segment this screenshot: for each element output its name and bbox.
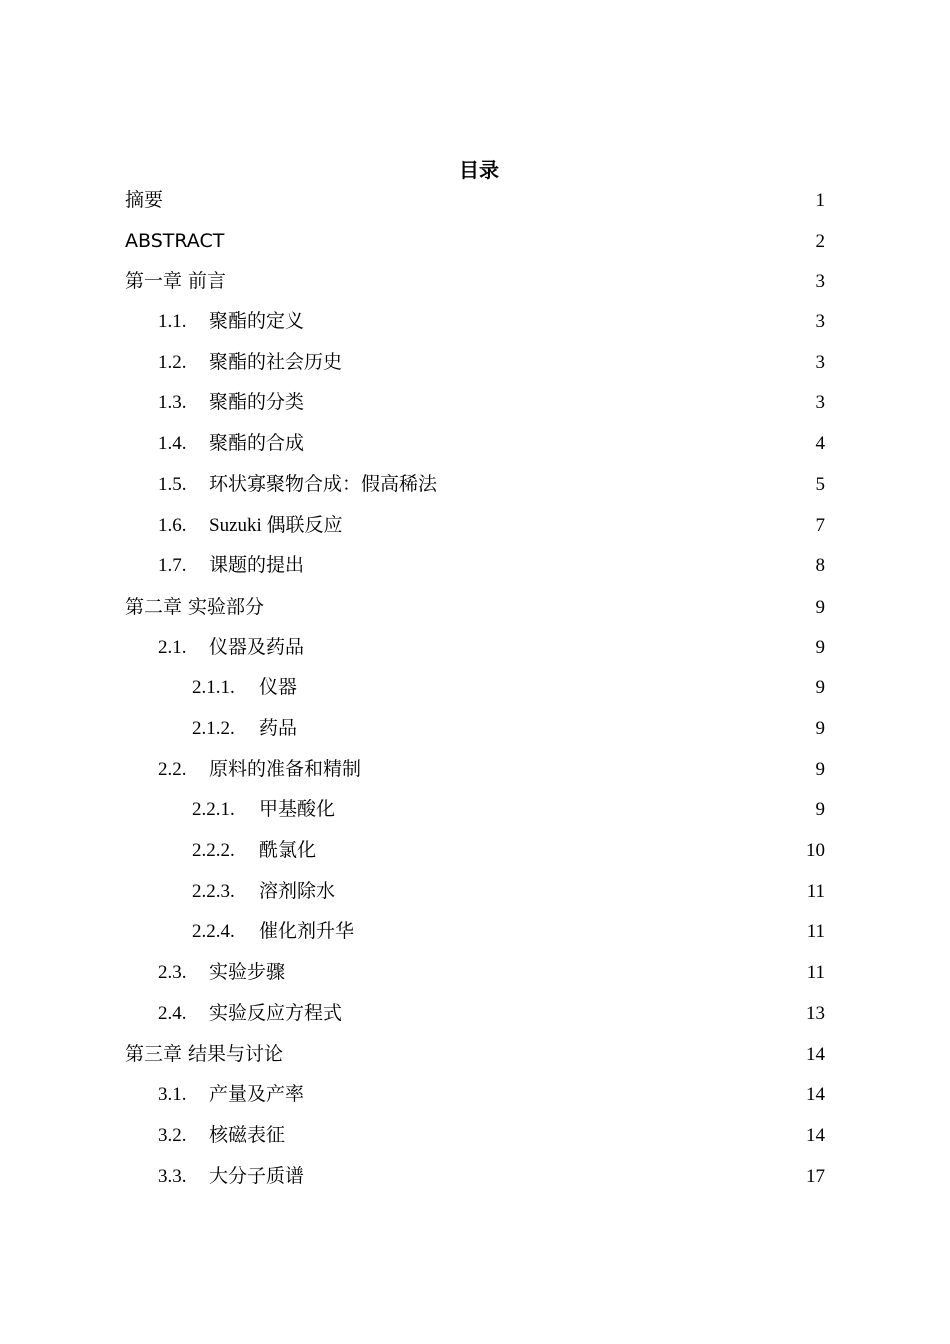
toc-entry-number: 1.4. (158, 433, 187, 455)
toc-entry-page-number: 7 (815, 514, 825, 536)
toc-entry[interactable] (125, 302, 825, 343)
toc-entry-number: 3.1. (158, 1084, 187, 1106)
toc-entry-label: 聚酯的分类 (209, 392, 305, 414)
toc-entry-label: 实验反应方程式 (209, 1002, 343, 1024)
toc-entry-label: 课题的提出 (209, 555, 305, 577)
toc-entry-number: 2.2.2. (192, 840, 235, 861)
toc-entry[interactable] (125, 1157, 825, 1198)
toc-entry-label: 第一章 前言 (125, 270, 227, 293)
toc-entry-number: 1.6. (158, 514, 187, 536)
toc-entry-number: 2.1. (158, 636, 187, 658)
toc-entry-number: 2.2.1. (192, 799, 235, 821)
toc-entry[interactable] (125, 180, 825, 221)
toc-entry-label: Suzuki 偶联反应 (209, 514, 343, 536)
toc-entry-number: 2.1.2. (192, 717, 235, 739)
toc-entry-page-number: 8 (815, 555, 825, 577)
toc-list (125, 180, 825, 1197)
toc-entry-page-number: 1 (815, 190, 825, 211)
toc-entry-page-number: 11 (806, 921, 825, 943)
toc-entry[interactable] (125, 750, 825, 791)
toc-entry-label: 药品 (259, 717, 298, 739)
toc-entry-number: 1.3. (158, 392, 187, 414)
toc-entry-number: 2.2.3. (192, 880, 235, 902)
toc-entry[interactable] (125, 506, 825, 547)
toc-entry-page-number: 11 (806, 962, 825, 984)
toc-entry[interactable] (125, 994, 825, 1035)
toc-entry-number: 2.1.1. (192, 677, 235, 699)
toc-entry-number: 1.1. (158, 311, 187, 333)
toc-entry[interactable] (125, 1034, 825, 1075)
toc-entry-page-number: 11 (806, 880, 825, 902)
toc-entry[interactable] (125, 343, 825, 384)
toc-entry-page-number: 17 (806, 1165, 825, 1187)
toc-entry-number: 3.3. (158, 1165, 187, 1187)
toc-entry[interactable] (125, 709, 825, 750)
toc-entry-label: 仪器 (259, 677, 298, 699)
toc-entry[interactable] (125, 383, 825, 424)
toc-entry[interactable] (125, 546, 825, 587)
toc-entry[interactable] (125, 628, 825, 669)
toc-entry-label: 聚酯的社会历史 (209, 351, 343, 373)
toc-entry-label: 聚酯的定义 (209, 311, 305, 333)
toc-entry-page-number: 3 (815, 271, 825, 293)
toc-entry[interactable] (125, 465, 825, 506)
toc-entry-label: 摘要 (125, 189, 164, 211)
toc-entry-page-number: 13 (806, 1002, 825, 1024)
toc-entry-page-number: 9 (815, 677, 825, 699)
toc-entry[interactable] (125, 1116, 825, 1157)
toc-entry-page-number: 9 (815, 717, 825, 739)
toc-entry-number: 2.3. (158, 962, 187, 984)
toc-entry-page-number: 3 (815, 311, 825, 333)
toc-title: 目录 (459, 158, 499, 182)
toc-entry-label: 第二章 实验部分 (125, 595, 265, 618)
toc-entry[interactable] (125, 587, 825, 628)
toc-entry-label: 环状寡聚物合成：假高稀法 (209, 473, 438, 495)
toc-entry[interactable] (125, 872, 825, 913)
toc-entry-page-number: 9 (815, 636, 825, 658)
toc-entry[interactable] (125, 912, 825, 953)
toc-entry-label: 溶剂除水 (259, 880, 336, 902)
toc-entry[interactable] (125, 424, 825, 465)
toc-entry-number: 2.4. (158, 1002, 187, 1024)
toc-entry-page-number: 9 (815, 799, 825, 821)
toc-entry-page-number: 14 (806, 1084, 825, 1106)
toc-entry-page-number: 5 (815, 473, 825, 495)
toc-entry-label: 产量及产率 (209, 1084, 305, 1106)
toc-entry-label: 酰氯化 (259, 840, 317, 861)
toc-entry-label: 仪器及药品 (209, 636, 305, 658)
toc-entry[interactable] (125, 790, 825, 831)
toc-entry-label: 大分子质谱 (209, 1165, 305, 1187)
toc-entry-page-number: 14 (806, 1124, 825, 1146)
toc-entry-label: ABSTRACT (125, 229, 225, 252)
toc-entry[interactable] (125, 668, 825, 709)
toc-entry[interactable] (125, 953, 825, 994)
toc-entry-label: 聚酯的合成 (209, 433, 305, 455)
toc-entry-page-number: 4 (815, 433, 825, 455)
toc-entry-label: 催化剂升华 (259, 921, 355, 943)
toc-entry-page-number: 9 (815, 758, 825, 780)
toc-entry[interactable] (125, 831, 825, 872)
toc-entry[interactable] (125, 1075, 825, 1116)
toc-entry-page-number: 9 (815, 596, 825, 618)
toc-entry-label: 实验步骤 (209, 962, 286, 984)
toc-entry-page-number: 3 (815, 351, 825, 373)
toc-entry[interactable] (125, 221, 825, 262)
toc-entry-number: 2.2. (158, 758, 187, 780)
toc-entry-page-number: 14 (806, 1044, 825, 1066)
toc-entry-number: 3.2. (158, 1124, 187, 1146)
toc-entry-number: 1.5. (158, 473, 187, 495)
toc-entry[interactable] (125, 261, 825, 302)
toc-entry-label: 甲基酸化 (259, 799, 336, 821)
toc-entry-label: 原料的准备和精制 (209, 758, 362, 780)
toc-entry-label: 核磁表征 (209, 1124, 286, 1146)
toc-entry-number: 1.7. (158, 555, 187, 577)
toc-entry-page-number: 3 (815, 392, 825, 414)
toc-entry-page-number: 2 (815, 230, 825, 252)
toc-entry-label: 第三章 结果与讨论 (125, 1043, 284, 1066)
toc-entry-number: 1.2. (158, 351, 187, 373)
toc-entry-number: 2.2.4. (192, 921, 235, 943)
toc-entry-page-number: 10 (806, 840, 825, 861)
